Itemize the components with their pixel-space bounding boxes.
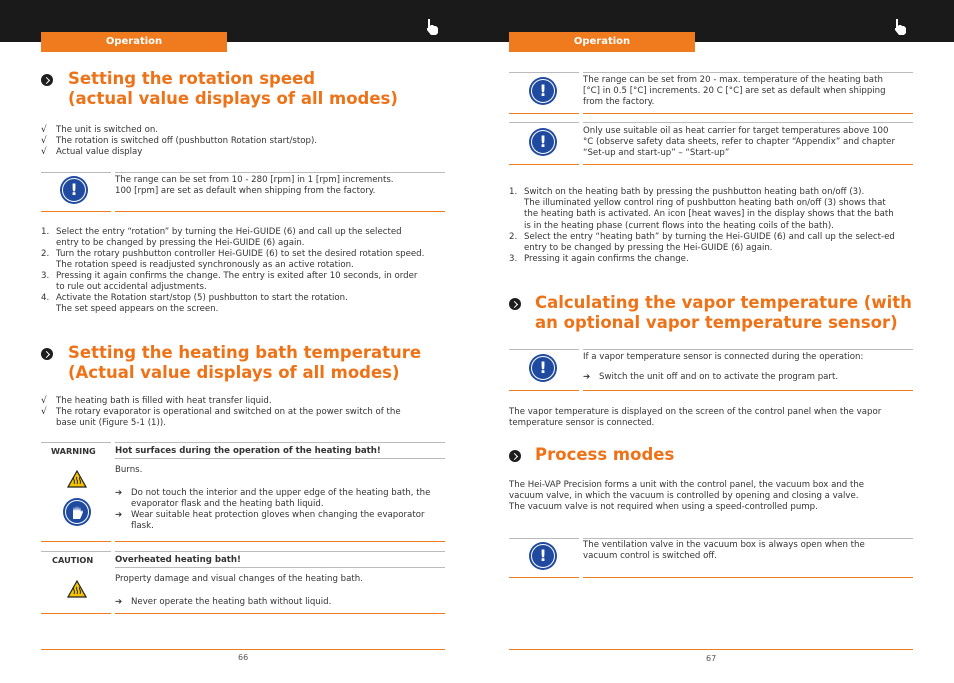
chevron-bullet-icon bbox=[41, 348, 53, 360]
section-tab: Operation bbox=[509, 32, 695, 52]
warning-heading: Hot surfaces during the operation of the heating bath! bbox=[115, 446, 381, 456]
chevron-bullet-icon bbox=[509, 450, 521, 462]
hot-surface-warning-icon bbox=[67, 470, 87, 488]
caution-action: Never operate the heating bath without liquid. bbox=[131, 597, 332, 607]
action-arrow-icon: ➔ bbox=[583, 372, 591, 382]
step-text: Select the entry “heating bath” by turning the Hei-GUIDE (6) and call up the select-ed entry to be changed by pressing the Hei-GUIDE (6) again. bbox=[524, 232, 895, 254]
paragraph: The vapor temperature is displayed on the screen of the control panel when the vapor temperature sensor is connected. bbox=[509, 407, 882, 429]
check-mark-icon: √ bbox=[41, 125, 47, 135]
step-text: Activate the Rotation start/stop (5) pushbutton to start the rotation. The set speed appears on the screen. bbox=[56, 293, 348, 315]
heading-process-modes: Process modes bbox=[535, 445, 675, 464]
caution-heading: Overheated heating bath! bbox=[115, 555, 241, 565]
action-arrow-icon: ➔ bbox=[115, 488, 123, 498]
page-number: 66 bbox=[238, 653, 249, 662]
note-action: Switch the unit off and on to activate the program part. bbox=[599, 372, 839, 382]
action-arrow-icon: ➔ bbox=[115, 597, 123, 607]
section-tab: Operation bbox=[41, 32, 227, 52]
note-text: Only use suitable oil as heat carrier for target temperatures above 100 °C (observe safety data sheets, refer to chapter “Appendix” and chapter “Set-up and start-up” – “Start-up” bbox=[583, 126, 895, 159]
note-icon: ! bbox=[529, 128, 557, 156]
heading-rotation-speed: Setting the rotation speed (actual value displays of all modes) bbox=[68, 69, 398, 108]
note-icon: ! bbox=[60, 176, 88, 204]
heading-heating-bath: Setting the heating bath temperature (Actual value displays of all modes) bbox=[68, 343, 422, 382]
paragraph: The Hei-VAP Precision forms a unit with the control panel, the vacuum box and the vacuum valve, in which the vacuum is controlled by opening and closing a valve. The vacuum valve is not required when using a speed-controlled pump. bbox=[509, 480, 865, 513]
caution-text: Property damage and visual changes of the heating bath. bbox=[115, 574, 363, 584]
precondition: The heating bath is filled with heat transfer liquid. bbox=[56, 396, 272, 406]
check-mark-icon: √ bbox=[41, 136, 47, 146]
precondition: The rotation is switched off (pushbutton Rotation start/stop). bbox=[56, 136, 318, 146]
step-text: Select the entry “rotation” by turning the Hei-GUIDE (6) and call up the selected entry to be changed by pressing the Hei-GUIDE (6) again. bbox=[56, 227, 402, 249]
page-number: 67 bbox=[706, 654, 717, 663]
step-text: Pressing it again confirms the change. The entry is exited after 10 seconds, in order to rule out accidental adjustments. bbox=[56, 271, 418, 293]
step-text: Pressing it again confirms the change. bbox=[524, 254, 689, 264]
warning-label: WARNING bbox=[51, 446, 96, 456]
note-icon: ! bbox=[529, 354, 557, 382]
warning-action: Do not touch the interior and the upper edge of the heating bath, the evaporator flask and the heating bath liquid. bbox=[131, 488, 431, 510]
note-icon: ! bbox=[529, 542, 557, 570]
heading-vapor-temperature: Calculating the vapor temperature (with an optional vapor temperature sensor) bbox=[535, 293, 912, 332]
step-text: Switch on the heating bath by pressing the pushbutton heating bath on/off (3). The illuminated yellow control ring of pushbutton heating bath on/off (3) shows that the heating bath is activated. An icon [heat waves] in the display shows that the bath is in the heating phase (current flows into the heating coils of the bath). bbox=[524, 187, 894, 231]
check-mark-icon: √ bbox=[41, 147, 47, 157]
pointing-hand-icon bbox=[425, 18, 439, 36]
step-text: Turn the rotary pushbutton controller Hei-GUIDE (6) to set the desired rotation speed. The rotation speed is readjusted synchronously as an active rotation. bbox=[56, 249, 425, 271]
note-text: The range can be set from 10 - 280 [rpm] in 1 [rpm] increments. 100 [rpm] are set as default when shipping from the factory. bbox=[115, 175, 394, 197]
chevron-bullet-icon bbox=[509, 298, 521, 310]
warning-action: Wear suitable heat protection gloves when changing the evaporator flask. bbox=[131, 510, 425, 532]
check-mark-icon: √ bbox=[41, 407, 47, 417]
precondition: Actual value display bbox=[56, 147, 143, 157]
warning-text: Burns. bbox=[115, 465, 143, 475]
note-icon: ! bbox=[529, 77, 557, 105]
note-text: The ventilation valve in the vacuum box is always open when the vacuum control is switched off. bbox=[583, 540, 865, 562]
chevron-bullet-icon bbox=[41, 74, 53, 86]
wear-gloves-icon bbox=[63, 498, 91, 526]
precondition: The rotary evaporator is operational and switched on at the power switch of the base unit (Figure 5-1 (1)). bbox=[56, 407, 401, 429]
note-text: If a vapor temperature sensor is connected during the operation: bbox=[583, 352, 864, 362]
precondition: The unit is switched on. bbox=[56, 125, 159, 135]
check-mark-icon: √ bbox=[41, 396, 47, 406]
hot-surface-warning-icon bbox=[67, 580, 87, 598]
action-arrow-icon: ➔ bbox=[115, 510, 123, 520]
caution-label: CAUTION bbox=[52, 555, 94, 565]
note-text: The range can be set from 20 - max. temperature of the heating bath [°C] in 0.5 [°C] increments. 20 C [°C] are set as default when shipping from the factory. bbox=[583, 75, 886, 108]
pointing-hand-icon bbox=[893, 18, 907, 36]
